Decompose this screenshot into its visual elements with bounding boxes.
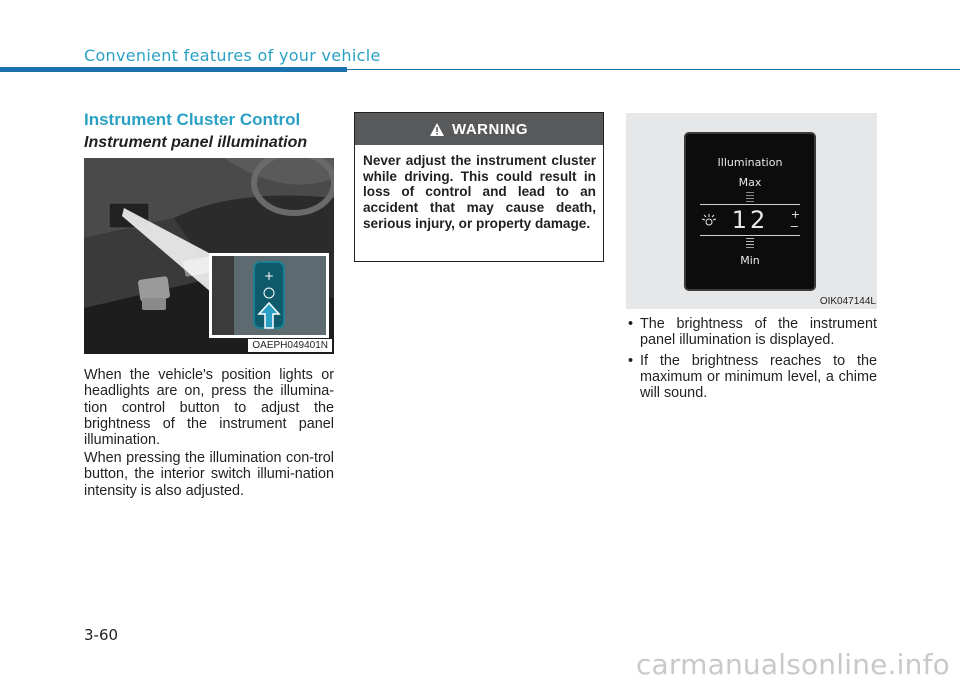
cluster-upper-scale: [746, 192, 754, 204]
cluster-upper-line: [700, 204, 800, 205]
body-paragraph: When the vehicle's position lights or headlights are on, press the illumina-tion control button to adjust the brightness of the instrument panel illumination.: [84, 367, 334, 449]
header-rule-thick: [0, 67, 347, 72]
cluster-screen: [684, 132, 816, 291]
cluster-lower-scale: [746, 238, 754, 250]
page-number: 3-60: [84, 626, 119, 644]
cluster-brightness-value: 12: [731, 206, 769, 234]
svg-text:+: +: [263, 269, 275, 283]
warning-triangle-icon: [430, 123, 444, 136]
photo-caption: OAEPH049401N: [248, 339, 332, 352]
dashboard-illustration: [84, 158, 334, 354]
cluster-display-figure: [626, 113, 877, 309]
dashboard-photo: [84, 158, 334, 354]
chapter-header-title: Convenient features of your vehicle: [84, 46, 381, 65]
cluster-lower-line: [700, 235, 800, 236]
section-title: Instrument Cluster Control: [84, 110, 301, 129]
warning-text: Never adjust the instrument cluster while driving. This could result in loss of control and lead to an accident that may cause death, serious injury, or property damage.: [363, 153, 596, 231]
cluster-max-label: Max: [738, 176, 762, 189]
header-rule: [0, 67, 960, 72]
bullet-text: If the brightness reaches to the maximum or minimum level, a chime will sound.: [640, 352, 877, 402]
warning-header: [355, 113, 603, 145]
bullet-list: [626, 316, 877, 405]
list-item: • The brightness of the instrument panel illumination is displayed.: [628, 316, 877, 349]
warning-label: WARNING: [452, 120, 528, 138]
header-rule-thin: [347, 69, 960, 70]
warning-box: [354, 112, 604, 262]
subsection-title: Instrument panel illumination: [84, 134, 308, 151]
cluster-minus-sign: −: [789, 220, 799, 233]
cluster-plus-sign: +: [790, 208, 800, 221]
list-item: • If the brightness reaches to the maximum or minimum level, a chime will sound.: [628, 352, 877, 402]
cluster-illumination-title: Illumination: [717, 156, 783, 169]
cluster-caption: OIK047144L: [819, 296, 876, 307]
cluster-min-label: Min: [740, 254, 760, 267]
watermark: carmanualsonline.info: [635, 648, 950, 681]
body-paragraph: When pressing the illumination con-trol button, the interior switch illumi-nation intensity is also adjusted.: [84, 450, 334, 499]
bullet-text: The brightness of the instrument panel illumination is displayed.: [640, 316, 877, 349]
